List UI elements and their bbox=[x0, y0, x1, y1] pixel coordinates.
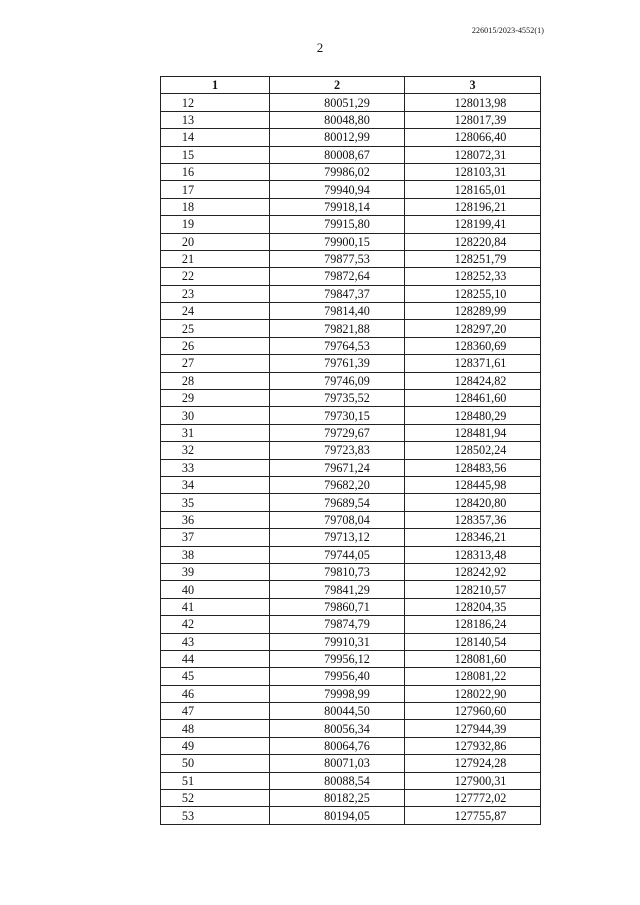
y-coordinate-cell: 128242,92 bbox=[405, 563, 541, 580]
x-coordinate-cell: 80051,29 bbox=[270, 94, 405, 111]
point-number-cell: 39 bbox=[161, 563, 270, 580]
point-number-cell: 31 bbox=[161, 424, 270, 441]
point-number-cell: 49 bbox=[161, 737, 270, 754]
point-number-cell: 18 bbox=[161, 198, 270, 215]
table-row bbox=[161, 737, 541, 754]
x-coordinate-cell: 79877,53 bbox=[270, 250, 405, 267]
table-row bbox=[161, 772, 541, 789]
x-coordinate-cell: 79735,52 bbox=[270, 390, 405, 407]
point-number-cell: 27 bbox=[161, 355, 270, 372]
table-row bbox=[161, 668, 541, 685]
x-coordinate-cell: 79860,71 bbox=[270, 598, 405, 615]
x-coordinate-cell: 79986,02 bbox=[270, 163, 405, 180]
point-number-cell: 45 bbox=[161, 668, 270, 685]
coordinates-table bbox=[160, 76, 541, 825]
point-number-cell: 34 bbox=[161, 476, 270, 493]
y-coordinate-cell: 128424,82 bbox=[405, 372, 541, 389]
y-coordinate-cell: 128017,39 bbox=[405, 111, 541, 128]
x-coordinate-cell: 80182,25 bbox=[270, 790, 405, 807]
table-row bbox=[161, 94, 541, 111]
y-coordinate-cell: 127960,60 bbox=[405, 703, 541, 720]
point-number-cell: 17 bbox=[161, 181, 270, 198]
table-row bbox=[161, 807, 541, 824]
y-coordinate-cell: 128255,10 bbox=[405, 285, 541, 302]
y-coordinate-cell: 128461,60 bbox=[405, 390, 541, 407]
table-row bbox=[161, 633, 541, 650]
x-coordinate-cell: 79841,29 bbox=[270, 581, 405, 598]
y-coordinate-cell: 128297,20 bbox=[405, 320, 541, 337]
document-reference: 226015/2023-4552(1) bbox=[471, 26, 544, 35]
point-number-cell: 37 bbox=[161, 529, 270, 546]
y-coordinate-cell: 128502,24 bbox=[405, 442, 541, 459]
y-coordinate-cell: 128360,69 bbox=[405, 337, 541, 354]
point-number-cell: 52 bbox=[161, 790, 270, 807]
point-number-cell: 19 bbox=[161, 216, 270, 233]
point-number-cell: 47 bbox=[161, 703, 270, 720]
point-number-cell: 16 bbox=[161, 163, 270, 180]
point-number-cell: 33 bbox=[161, 459, 270, 476]
x-coordinate-cell: 79810,73 bbox=[270, 563, 405, 580]
y-coordinate-cell: 127900,31 bbox=[405, 772, 541, 789]
point-number-cell: 20 bbox=[161, 233, 270, 250]
x-coordinate-cell: 79682,20 bbox=[270, 476, 405, 493]
table-row bbox=[161, 581, 541, 598]
table-row bbox=[161, 198, 541, 215]
y-coordinate-cell: 128313,48 bbox=[405, 546, 541, 563]
x-coordinate-cell: 80048,80 bbox=[270, 111, 405, 128]
point-number-cell: 23 bbox=[161, 285, 270, 302]
table-header-row bbox=[161, 77, 541, 94]
y-coordinate-cell: 128204,35 bbox=[405, 598, 541, 615]
x-coordinate-cell: 79910,31 bbox=[270, 633, 405, 650]
x-coordinate-cell: 79956,40 bbox=[270, 668, 405, 685]
table-row bbox=[161, 355, 541, 372]
y-coordinate-cell: 128371,61 bbox=[405, 355, 541, 372]
x-coordinate-cell: 79900,15 bbox=[270, 233, 405, 250]
table-row bbox=[161, 476, 541, 493]
x-coordinate-cell: 80012,99 bbox=[270, 129, 405, 146]
x-coordinate-cell: 79764,53 bbox=[270, 337, 405, 354]
table-row bbox=[161, 720, 541, 737]
table-row bbox=[161, 494, 541, 511]
x-coordinate-cell: 79708,04 bbox=[270, 511, 405, 528]
column-header-3: 3 bbox=[405, 77, 541, 94]
x-coordinate-cell: 80194,05 bbox=[270, 807, 405, 824]
point-number-cell: 13 bbox=[161, 111, 270, 128]
y-coordinate-cell: 128186,24 bbox=[405, 616, 541, 633]
y-coordinate-cell: 127944,39 bbox=[405, 720, 541, 737]
page-number: 2 bbox=[316, 40, 324, 55]
point-number-cell: 36 bbox=[161, 511, 270, 528]
point-number-cell: 42 bbox=[161, 616, 270, 633]
y-coordinate-cell: 128210,57 bbox=[405, 581, 541, 598]
column-header-2: 2 bbox=[270, 77, 405, 94]
y-coordinate-cell: 127924,28 bbox=[405, 755, 541, 772]
table-row bbox=[161, 442, 541, 459]
x-coordinate-cell: 80056,34 bbox=[270, 720, 405, 737]
table-row bbox=[161, 372, 541, 389]
x-coordinate-cell: 79872,64 bbox=[270, 268, 405, 285]
table-row bbox=[161, 181, 541, 198]
y-coordinate-cell: 128066,40 bbox=[405, 129, 541, 146]
y-coordinate-cell: 128140,54 bbox=[405, 633, 541, 650]
x-coordinate-cell: 79940,94 bbox=[270, 181, 405, 198]
y-coordinate-cell: 128199,41 bbox=[405, 216, 541, 233]
y-coordinate-cell: 128483,56 bbox=[405, 459, 541, 476]
x-coordinate-cell: 79814,40 bbox=[270, 303, 405, 320]
x-coordinate-cell: 79915,80 bbox=[270, 216, 405, 233]
table-row bbox=[161, 250, 541, 267]
table-row bbox=[161, 650, 541, 667]
y-coordinate-cell: 128445,98 bbox=[405, 476, 541, 493]
table-row bbox=[161, 755, 541, 772]
table-row bbox=[161, 303, 541, 320]
table-row bbox=[161, 111, 541, 128]
point-number-cell: 43 bbox=[161, 633, 270, 650]
y-coordinate-cell: 127932,86 bbox=[405, 737, 541, 754]
x-coordinate-cell: 79671,24 bbox=[270, 459, 405, 476]
table-row bbox=[161, 407, 541, 424]
table-row bbox=[161, 268, 541, 285]
table-row bbox=[161, 390, 541, 407]
table-row bbox=[161, 703, 541, 720]
x-coordinate-cell: 80071,03 bbox=[270, 755, 405, 772]
y-coordinate-cell: 128251,79 bbox=[405, 250, 541, 267]
y-coordinate-cell: 128165,01 bbox=[405, 181, 541, 198]
point-number-cell: 50 bbox=[161, 755, 270, 772]
y-coordinate-cell: 128081,22 bbox=[405, 668, 541, 685]
x-coordinate-cell: 80044,50 bbox=[270, 703, 405, 720]
y-coordinate-cell: 128220,84 bbox=[405, 233, 541, 250]
x-coordinate-cell: 80008,67 bbox=[270, 146, 405, 163]
table-row bbox=[161, 129, 541, 146]
table-row bbox=[161, 337, 541, 354]
column-header-1: 1 bbox=[161, 77, 270, 94]
x-coordinate-cell: 79918,14 bbox=[270, 198, 405, 215]
x-coordinate-cell: 79998,99 bbox=[270, 685, 405, 702]
table-row bbox=[161, 685, 541, 702]
point-number-cell: 40 bbox=[161, 581, 270, 598]
y-coordinate-cell: 128346,21 bbox=[405, 529, 541, 546]
point-number-cell: 48 bbox=[161, 720, 270, 737]
x-coordinate-cell: 79847,37 bbox=[270, 285, 405, 302]
table-row bbox=[161, 163, 541, 180]
point-number-cell: 51 bbox=[161, 772, 270, 789]
point-number-cell: 46 bbox=[161, 685, 270, 702]
y-coordinate-cell: 127772,02 bbox=[405, 790, 541, 807]
point-number-cell: 21 bbox=[161, 250, 270, 267]
table-row bbox=[161, 598, 541, 615]
y-coordinate-cell: 127755,87 bbox=[405, 807, 541, 824]
y-coordinate-cell: 128022,90 bbox=[405, 685, 541, 702]
point-number-cell: 38 bbox=[161, 546, 270, 563]
x-coordinate-cell: 79744,05 bbox=[270, 546, 405, 563]
x-coordinate-cell: 79730,15 bbox=[270, 407, 405, 424]
table-row bbox=[161, 285, 541, 302]
table-row bbox=[161, 459, 541, 476]
x-coordinate-cell: 80064,76 bbox=[270, 737, 405, 754]
x-coordinate-cell: 79746,09 bbox=[270, 372, 405, 389]
x-coordinate-cell: 79956,12 bbox=[270, 650, 405, 667]
table-row bbox=[161, 546, 541, 563]
y-coordinate-cell: 128289,99 bbox=[405, 303, 541, 320]
x-coordinate-cell: 79689,54 bbox=[270, 494, 405, 511]
point-number-cell: 12 bbox=[161, 94, 270, 111]
table-body bbox=[161, 94, 541, 824]
point-number-cell: 35 bbox=[161, 494, 270, 511]
y-coordinate-cell: 128420,80 bbox=[405, 494, 541, 511]
table-row bbox=[161, 216, 541, 233]
point-number-cell: 32 bbox=[161, 442, 270, 459]
table-row bbox=[161, 320, 541, 337]
point-number-cell: 53 bbox=[161, 807, 270, 824]
table-row bbox=[161, 424, 541, 441]
table-row bbox=[161, 511, 541, 528]
x-coordinate-cell: 79713,12 bbox=[270, 529, 405, 546]
point-number-cell: 25 bbox=[161, 320, 270, 337]
y-coordinate-cell: 128481,94 bbox=[405, 424, 541, 441]
y-coordinate-cell: 128103,31 bbox=[405, 163, 541, 180]
point-number-cell: 28 bbox=[161, 372, 270, 389]
y-coordinate-cell: 128081,60 bbox=[405, 650, 541, 667]
x-coordinate-cell: 79761,39 bbox=[270, 355, 405, 372]
point-number-cell: 24 bbox=[161, 303, 270, 320]
x-coordinate-cell: 80088,54 bbox=[270, 772, 405, 789]
table-row bbox=[161, 790, 541, 807]
point-number-cell: 22 bbox=[161, 268, 270, 285]
point-number-cell: 44 bbox=[161, 650, 270, 667]
y-coordinate-cell: 128480,29 bbox=[405, 407, 541, 424]
y-coordinate-cell: 128252,33 bbox=[405, 268, 541, 285]
table-row bbox=[161, 233, 541, 250]
point-number-cell: 41 bbox=[161, 598, 270, 615]
table-row bbox=[161, 146, 541, 163]
point-number-cell: 30 bbox=[161, 407, 270, 424]
x-coordinate-cell: 79723,83 bbox=[270, 442, 405, 459]
x-coordinate-cell: 79821,88 bbox=[270, 320, 405, 337]
point-number-cell: 14 bbox=[161, 129, 270, 146]
point-number-cell: 26 bbox=[161, 337, 270, 354]
y-coordinate-cell: 128013,98 bbox=[405, 94, 541, 111]
table-row bbox=[161, 529, 541, 546]
point-number-cell: 29 bbox=[161, 390, 270, 407]
y-coordinate-cell: 128357,36 bbox=[405, 511, 541, 528]
x-coordinate-cell: 79874,79 bbox=[270, 616, 405, 633]
table-row bbox=[161, 563, 541, 580]
point-number-cell: 15 bbox=[161, 146, 270, 163]
y-coordinate-cell: 128196,21 bbox=[405, 198, 541, 215]
x-coordinate-cell: 79729,67 bbox=[270, 424, 405, 441]
table-row bbox=[161, 616, 541, 633]
y-coordinate-cell: 128072,31 bbox=[405, 146, 541, 163]
